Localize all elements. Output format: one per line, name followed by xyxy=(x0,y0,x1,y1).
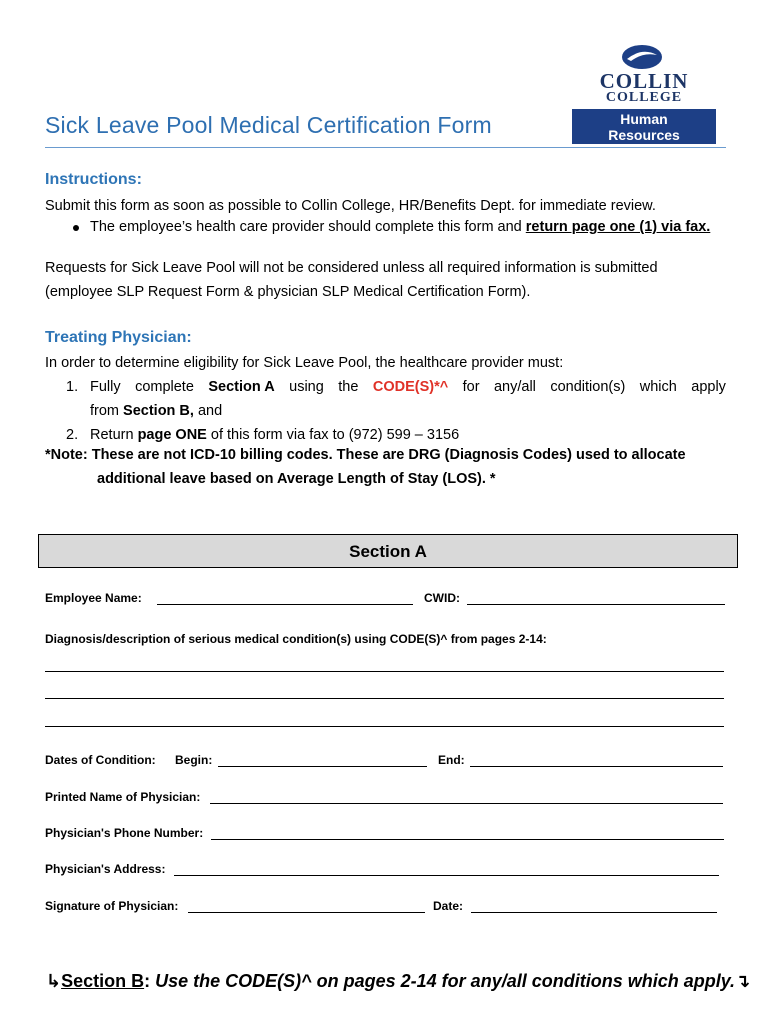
begin-label: Begin: xyxy=(175,753,213,767)
phone-label: Physician's Phone Number: xyxy=(45,826,204,840)
step1-number: 1. xyxy=(66,379,79,395)
instructions-line: Submit this form as soon as possible to Collin College, HR/Benefits Dept. for immediate review. xyxy=(45,198,656,214)
section-b-instruction xyxy=(46,971,750,992)
step1-word: which xyxy=(639,379,677,395)
instructions-heading: Instructions: xyxy=(45,171,142,188)
employee-name-label: Employee Name: xyxy=(45,591,142,605)
step2-return: Return xyxy=(90,427,138,443)
step1-word: Fully xyxy=(90,379,121,395)
diagnosis-field-line2[interactable] xyxy=(45,698,724,699)
title-divider xyxy=(45,147,726,148)
step2-page-one: page ONE xyxy=(137,427,207,443)
date-field[interactable] xyxy=(471,912,717,913)
step1-word: condition(s) xyxy=(550,379,626,395)
page-title: Sick Leave Pool Medical Certification Form xyxy=(45,112,492,138)
phone-field[interactable] xyxy=(211,839,724,840)
step1-word: the xyxy=(338,379,359,395)
step1-and: and xyxy=(193,403,223,419)
logo-human-text: Human xyxy=(620,111,668,127)
employee-name-field[interactable] xyxy=(157,604,413,605)
step2-line xyxy=(90,425,459,445)
arrow-down-left-icon: ↳ xyxy=(46,971,62,991)
section-a-header: Section A xyxy=(38,534,738,568)
bullet-emphasis: return page one (1) via fax. xyxy=(525,219,711,235)
begin-date-field[interactable] xyxy=(218,766,427,767)
step2-number: 2. xyxy=(66,427,79,443)
diagnosis-label: Diagnosis/description of serious medical condition(s) using CODE(S)^ from pages 2-14: xyxy=(45,632,547,646)
note-line2: additional leave based on Average Length of Stay (LOS). * xyxy=(97,471,496,487)
logo-hr-banner xyxy=(572,109,716,144)
step1-word: apply xyxy=(691,379,726,395)
requests-note-line1: Requests for Sick Leave Pool will not be considered unless all required information is submitted xyxy=(45,260,658,276)
address-field[interactable] xyxy=(174,875,719,876)
bullet-text: The employee’s health care provider should complete this form and xyxy=(90,219,526,235)
note-line1: *Note: These are not ICD-10 billing codes. These are DRG (Diagnosis Codes) used to allocate xyxy=(45,447,686,463)
step1-from: from xyxy=(90,403,124,419)
signature-field[interactable] xyxy=(188,912,425,913)
section-b-colon: : xyxy=(144,971,151,991)
cwid-field[interactable] xyxy=(467,604,725,605)
logo-collin-text: COLLIN xyxy=(599,69,689,93)
diagnosis-field-line3[interactable] xyxy=(45,726,724,727)
dates-of-condition-label: Dates of Condition: xyxy=(45,753,156,767)
address-label: Physician's Address: xyxy=(45,862,166,876)
step2-fax: of this form via fax to (972) 599 – 3156 xyxy=(206,427,460,443)
signature-label: Signature of Physician: xyxy=(45,899,179,913)
section-b-text: Use the CODE(S)^ on pages 2-14 for any/all conditions which apply. xyxy=(150,971,736,991)
collin-college-emblem-icon xyxy=(621,44,663,70)
step1-word: for xyxy=(462,379,480,395)
step1-word: any/all xyxy=(493,379,536,395)
section-b-label: Section B xyxy=(61,971,145,991)
step1-word: complete xyxy=(135,379,194,395)
instructions-bullet xyxy=(90,217,710,237)
collin-college-logo xyxy=(571,44,717,144)
cwid-label: CWID: xyxy=(424,591,460,605)
end-label: End: xyxy=(438,753,465,767)
arrow-down-right-icon: ↴ xyxy=(735,971,751,991)
end-date-field[interactable] xyxy=(470,766,723,767)
requests-note-line2: (employee SLP Request Form & physician SLP Medical Certification Form). xyxy=(45,284,531,300)
printed-name-label: Printed Name of Physician: xyxy=(45,790,201,804)
step1-codes: CODE(S)*^ xyxy=(372,379,449,395)
step1-line1 xyxy=(90,377,726,397)
step1-line2 xyxy=(90,401,222,421)
step1-section-a: Section A xyxy=(208,379,275,395)
physician-intro: In order to determine eligibility for Sick Leave Pool, the healthcare provider must: xyxy=(45,355,564,371)
bullet-icon xyxy=(73,225,79,231)
step1-section-b: Section B, xyxy=(123,403,194,419)
step1-word: using xyxy=(289,379,324,395)
physician-heading: Treating Physician: xyxy=(45,329,192,346)
logo-resources-text: Resources xyxy=(608,127,680,143)
diagnosis-field-line1[interactable] xyxy=(45,671,724,672)
logo-college-text: COLLEGE xyxy=(605,90,683,105)
printed-name-field[interactable] xyxy=(210,803,723,804)
date-label: Date: xyxy=(433,899,464,913)
